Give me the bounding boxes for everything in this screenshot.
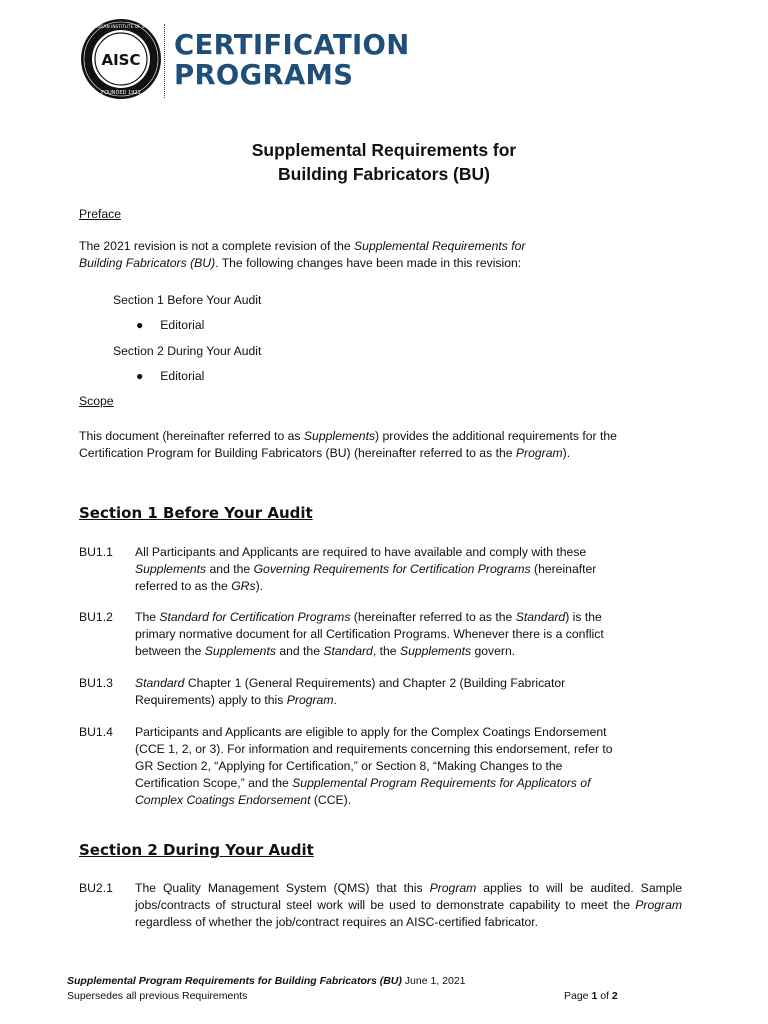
preface-bullet1: ● Editorial [136, 318, 205, 332]
footer-document-title: Supplemental Program Requirements for Building Fabricators (BU) June 1, 2021 [67, 975, 466, 987]
item-number: BU1.4 [79, 725, 113, 739]
preface-paragraph: The 2021 revision is not a complete revision of the Supplemental Requirements for Building Fabricators (BU). The following changes have been made in this revision: [79, 239, 526, 270]
scope-heading: Scope [79, 394, 114, 408]
item-number: BU1.1 [79, 545, 113, 559]
footer-supersedes: Supersedes all previous Requirements [67, 990, 248, 1002]
item-bu1-4-text: Participants and Applicants are eligible to apply for the Complex Coatings Endorsement (CCE 1, 2, or 3). For information and requirements concerning this endorsement, refer to GR Section 2, “Applying for Certification,” or Section 8, “Making Changes to the Certification Scope,” and the Supplemental Program Requirements for Applicators of Complex Coatings Endorsement (CCE). [135, 725, 613, 807]
item-number: BU1.3 [79, 676, 113, 690]
footer-page-number: Page 1 of 2 [564, 990, 618, 1002]
section1-heading: Section 1 Before Your Audit [79, 504, 313, 522]
section2-heading: Section 2 During Your Audit [79, 841, 314, 859]
svg-text:FOUNDED 1921: FOUNDED 1921 [101, 90, 141, 96]
svg-text:AISC: AISC [101, 51, 141, 69]
item-bu1-1-text: All Participants and Applicants are required to have available and comply with these Supplements and the Governing Requirements for Certification Programs (hereinafter referred to as the GRs). [135, 545, 597, 593]
document-title-line2: Building Fabricators (BU) [278, 164, 490, 184]
scope-paragraph: This document (hereinafter referred to as Supplements) provides the additional requirements for the Certification Program for Building Fabricators (BU) (hereinafter referred to as the Program). [79, 429, 617, 460]
item-bu1-3-text: Standard Chapter 1 (General Requirements) and Chapter 2 (Building Fabricator Requirements) apply to this Program. [135, 676, 566, 707]
preface-bullet2: ● Editorial [136, 369, 205, 383]
item-bu2-1-text: The Quality Management System (QMS) that this Program applies to will be audited. Sample jobs/contracts of structural steel work will be used to demonstrate capability to meet the Program regardless of whether the job/contract requires an AISC-certified fabricator. [135, 881, 683, 929]
logo-text-line1: CERTIFICATION [174, 29, 410, 61]
aisc-seal-logo [80, 18, 162, 100]
preface-heading: Preface [79, 207, 122, 221]
logo-text-line2: PROGRAMS [174, 59, 354, 91]
item-number: BU1.2 [79, 610, 113, 624]
preface-section2: Section 2 During Your Audit [113, 344, 262, 358]
svg-text:AMERICAN INSTITUTE OF STEEL: AMERICAN INSTITUTE OF STEEL [86, 25, 156, 30]
document-title-line1: Supplemental Requirements for [251, 140, 517, 160]
item-number: BU2.1 [79, 881, 113, 895]
logo-divider [164, 24, 165, 98]
item-bu1-2-text: The Standard for Certification Programs (hereinafter referred to as the Standard) is the primary normative document for all Certification Programs. Whenever there is a conflict between the Supplements and the Standard, the Supplements govern. [135, 610, 604, 658]
preface-section1: Section 1 Before Your Audit [113, 293, 262, 307]
